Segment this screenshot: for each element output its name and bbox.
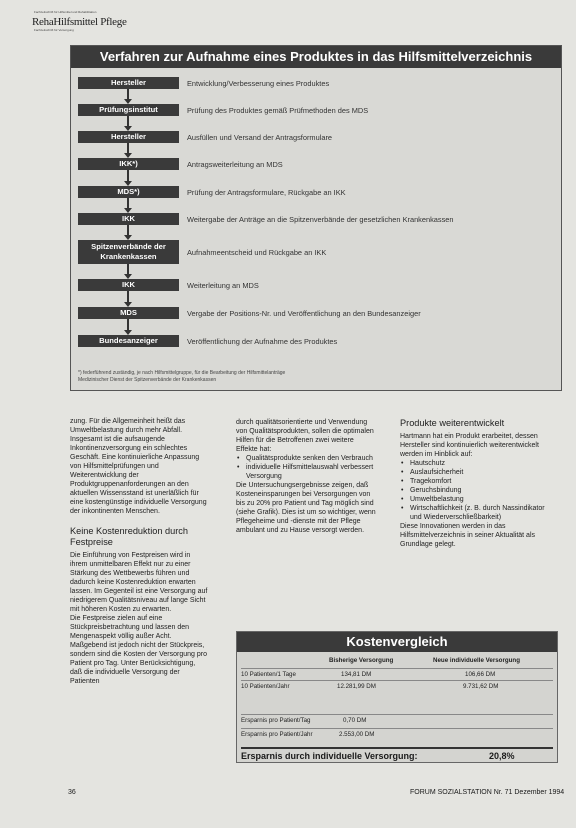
column-header: Bisherige Versorgung (329, 657, 394, 664)
step-description: Weitergabe der Anträge an die Spitzenverbände der gesetzlichen Krankenkassen (187, 215, 454, 224)
step-actor: Bundesanzeiger (78, 335, 179, 347)
step-description: Entwicklung/Verbesserung eines Produktes (187, 79, 330, 88)
step-description: Antragsweiterleitung an MDS (187, 160, 283, 169)
flow-arrow (127, 116, 129, 128)
paragraph: Die Untersuchungsergebnisse zeigen, daß Kosteneinsparungen bei Versorgungen von bis zu 20% pro Patient und Tag möglich sind (siehe Grafik). Dies ist um so wichtiger, wenn Pflegeheime und -dienste mit der Pflege ambulant und zu Hause versorgt werden. (236, 482, 376, 534)
table-title: Kostenvergleich (237, 632, 557, 652)
flowchart-footnote (78, 370, 548, 384)
cost-comparison-table (236, 631, 558, 763)
total-label: Ersparnis durch individuelle Versorgung: (241, 751, 418, 761)
journal-footer: FORUM SOZIALSTATION Nr. 71 Dezember 1994 (410, 789, 565, 796)
flow-arrow (127, 198, 129, 210)
footnote-line: Medizinischer Dienst der Spitzenverbände der Krankenkassen (78, 377, 217, 383)
row-label: Ersparnis pro Patient/Jahr (241, 731, 313, 738)
masthead-logo (32, 16, 127, 28)
list-item: • individuelle Hilfsmittelauswahl verbessert Versorgung (246, 463, 376, 481)
section-heading: Produkte weiterentwickelt (400, 418, 505, 428)
logo-part2: Pflege (100, 16, 127, 28)
bullet-list (236, 454, 376, 481)
list-item: • Qualitätsprodukte senken den Verbrauch (246, 454, 376, 463)
step-actor: Hersteller (78, 131, 179, 143)
row-label: 10 Patienten/Jahr (241, 683, 290, 690)
cell-value: 134,81 DM (341, 671, 372, 678)
table-row (241, 680, 553, 692)
flowchart (70, 45, 562, 391)
section-heading: Keine Kostenreduktion durch Festpreise (70, 526, 188, 547)
cell-value: 0,70 DM (343, 717, 367, 724)
step-actor: MDS (78, 307, 179, 319)
logo-part1: RehaHilfsmittel (32, 16, 98, 28)
cell-value: 2.553,00 DM (339, 731, 375, 738)
step-actor: IKK (78, 279, 179, 291)
text-column-1 (70, 417, 208, 686)
step-actor: Spitzenverbände der Krankenkassen (78, 240, 179, 264)
step-description: Aufnahmeentscheid und Rückgabe an IKK (187, 248, 327, 257)
paragraph: Hartmann hat ein Produkt erarbeitet, dessen Hersteller sind kontinuierlich weiterentwickelt werden im Hinblick auf: (400, 433, 539, 458)
list-item: • Auslaufsicherheit (410, 468, 558, 477)
step-actor: Hersteller (78, 77, 179, 89)
paragraph: durch qualitätsorientierte und Verwendung von Qualitätsprodukten, sollen die optimalen Hilfen für die Betroffenen zwei weitere Effekte hat: (236, 419, 374, 453)
table-row (241, 714, 553, 726)
list-item: • Tragekomfort (410, 477, 558, 486)
paragraph: Diese Innovationen werden in das Hilfsmittelverzeichnis in seiner Aktualität als Grundlage gelegt. (400, 523, 535, 548)
masthead-topline: Fachzeitschrift für Hilfsmittel und Rehabilitation (34, 10, 97, 14)
step-description: Weiterleitung an MDS (187, 281, 259, 290)
cell-value: 106,66 DM (465, 671, 496, 678)
cell-value: 9.731,62 DM (463, 683, 499, 690)
footnote-line: *) federführend zuständig, je nach Hilfsmittelgruppe, für die Bearbeitung der Hilfsmittelanträge (78, 370, 286, 376)
column-header: Neue individuelle Versorgung (433, 657, 520, 664)
text-column-2 (236, 418, 376, 535)
step-actor: IKK*) (78, 158, 179, 170)
table-row (241, 728, 553, 740)
step-description: Prüfung des Produktes gemäß Prüfmethoden des MDS (187, 106, 369, 115)
paragraph: zung. Für die Allgemeinheit heißt das Umweltbelastung durch mehr Abfall. Insgesamt ist die aufsaugende Inkontinenzversorgung ein schlechtes Geschäft. Eine kontinuierliche Anpassung von Hilfsmittelprüfungen und Weiterentwicklung der Produktgruppenanforderungen an den aktuellen Wissensstand ist unerläßlich für eine kostengünstige individuelle Versorgung der inkontinenten Menschen. (70, 418, 207, 515)
flow-arrow (127, 89, 129, 101)
row-label: Ersparnis pro Patient/Tag (241, 717, 311, 724)
list-item: • Hautschutz (410, 459, 558, 468)
list-item: • Wirtschaftlichkeit (z. B. durch Nassindikator und Wiederverschließbarkeit) (410, 504, 558, 522)
table-total-row (241, 747, 553, 763)
masthead-subline: Fachzeitschrift für Versorgung (34, 28, 74, 32)
page-number: 36 (68, 789, 76, 796)
text-column-3 (400, 418, 558, 549)
step-description: Prüfung der Antragsformulare, Rückgabe an IKK (187, 188, 346, 197)
paragraph: Die Festpreise zielen auf eine Stückpreisbetrachtung und lassen den Mengenaspekt völlig außer Acht. Maßgebend ist jedoch nicht der Stückpreis, sondern sind die Kosten der Versorgung pro Patient pro Tag. Unter Berücksichtigung, daß die individuelle Versorgung der Patienten (70, 615, 207, 685)
list-item: • Umweltbelastung (410, 495, 558, 504)
row-label: 10 Patienten/1 Tage (241, 671, 296, 678)
cell-value: 12.281,99 DM (337, 683, 376, 690)
flowchart-title: Verfahren zur Aufnahme eines Produktes in das Hilfsmittelverzeichnis (71, 46, 561, 68)
step-actor: MDS*) (78, 186, 179, 198)
flow-arrow (127, 225, 129, 237)
step-description: Vergabe der Positions-Nr. und Veröffentlichung an den Bundesanzeiger (187, 309, 421, 318)
step-description: Veröffentlichung der Aufnahme des Produktes (187, 337, 338, 346)
list-item: • Geruchsbindung (410, 486, 558, 495)
step-actor: Prüfungsinstitut (78, 104, 179, 116)
flow-arrow (127, 291, 129, 304)
flow-arrow (127, 170, 129, 183)
flow-arrow (127, 143, 129, 155)
step-actor: IKK (78, 213, 179, 225)
flow-arrow (127, 319, 129, 332)
bullet-list (400, 459, 558, 522)
table-row (241, 668, 553, 680)
paragraph: Die Einführung von Festpreisen wird in ihrem unmittelbaren Effekt nur zu einer Stärkung des Wettbewerbs führen und dadurch keine Kostenreduktion erwarten lassen. Im Gegenteil ist eine Versorgung auf niedrigerem Qualitätsniveau auf lange Sicht mit höheren Kosten zu erwarten. (70, 552, 208, 613)
flow-arrow (127, 264, 129, 276)
step-description: Ausfüllen und Versand der Antragsformulare (187, 133, 333, 142)
total-value: 20,8% (489, 751, 515, 761)
